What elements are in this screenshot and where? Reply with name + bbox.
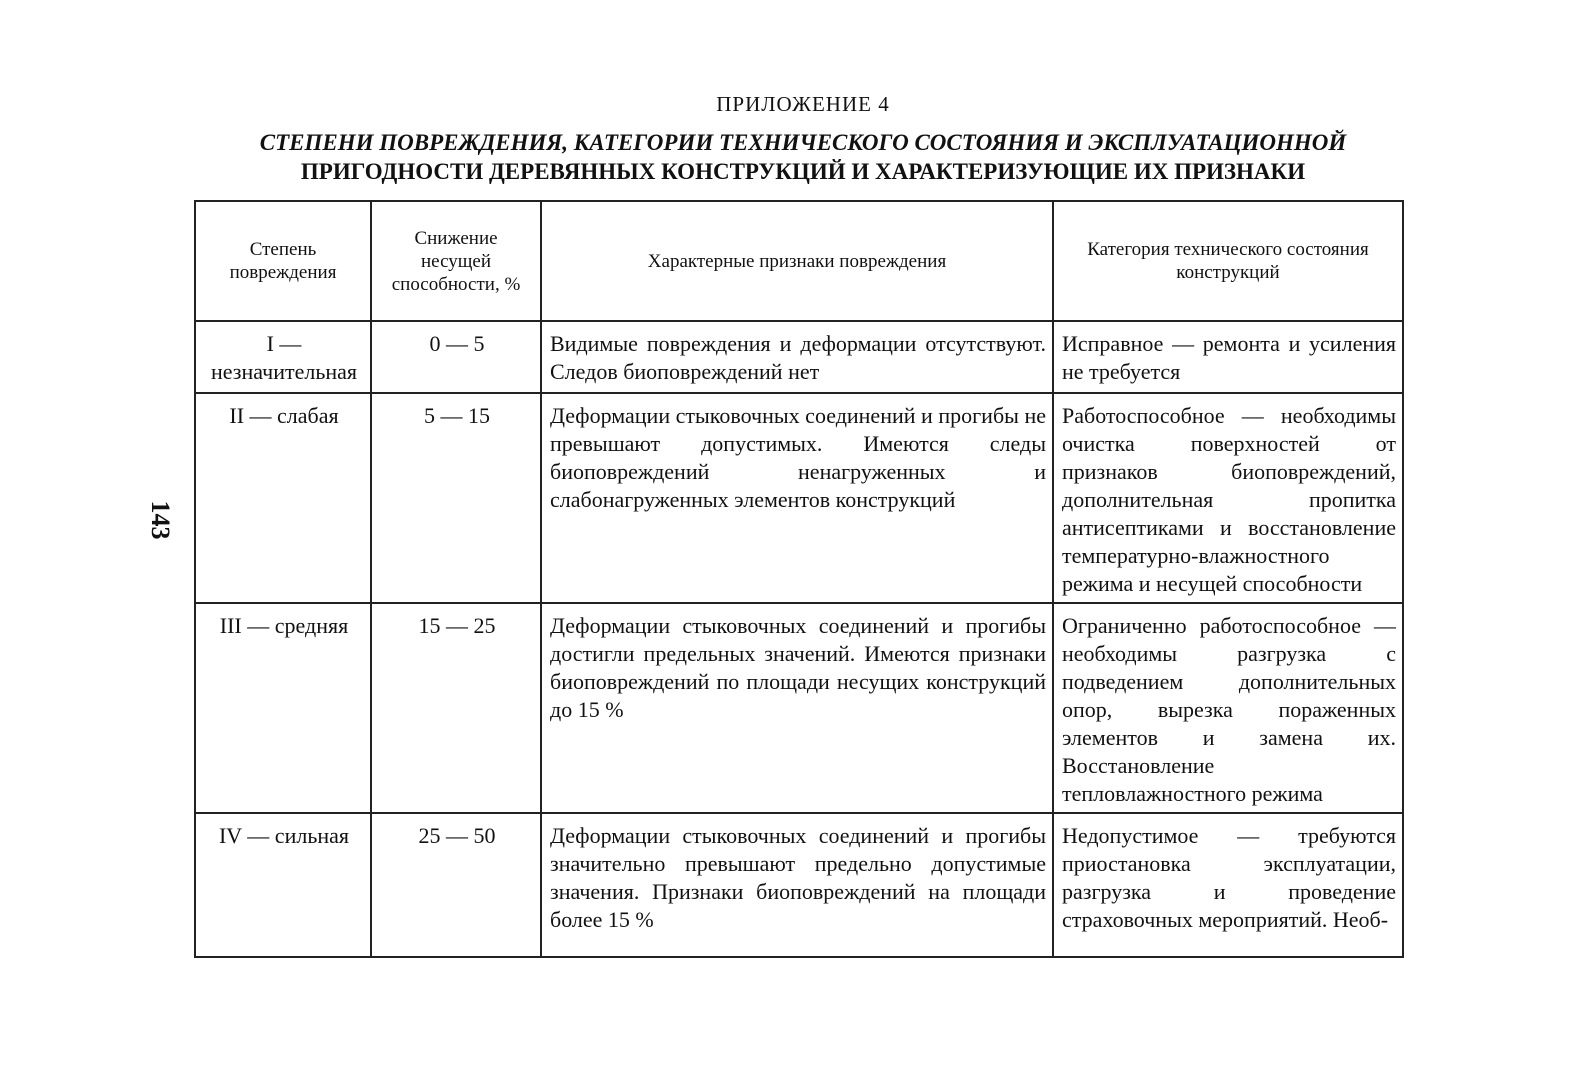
table-row [195,813,1403,957]
cell-degree: I — незначительная [195,321,371,393]
header-reduction: Снижение несущей способности, % [371,201,541,321]
appendix-label: ПРИЛОЖЕНИЕ 4 [716,92,890,116]
cell-degree: IV — сильная [195,813,371,957]
cell-signs: Деформации стыковочных соединений и прогибы не превышают допустимых. Имеются следы биоповреждений ненагруженных и слабонагруженных элементов конструкций [541,393,1053,603]
cell-reduction: 15 — 25 [371,603,541,813]
damage-table [194,200,1404,958]
cell-category: Работоспособное — необходимы очистка поверхностей от признаков биоповреждений, дополнительная пропитка антисептиками и восстановление температурно-влажностного режима и несущей способности [1053,393,1403,603]
cell-reduction: 25 — 50 [371,813,541,957]
cell-reduction: 5 — 15 [371,393,541,603]
cell-degree: II — слабая [195,393,371,603]
table-row [195,393,1403,603]
page-number: 143 [146,500,175,540]
cell-signs: Видимые повреждения и деформации отсутствуют. Следов биоповреждений нет [541,321,1053,393]
cell-category: Исправное — ремонта и усиления не требуется [1053,321,1403,393]
header-category: Категория технического состояния конструкций [1053,201,1403,321]
title-line-2: ПРИГОДНОСТИ ДЕРЕВЯННЫХ КОНСТРУКЦИЙ И ХАРАКТЕРИЗУЮЩИЕ ИХ ПРИЗНАКИ [300,159,1306,184]
table-row [195,603,1403,813]
cell-reduction: 0 — 5 [371,321,541,393]
cell-degree: III — средняя [195,603,371,813]
table-header-row [195,201,1403,321]
cell-signs: Деформации стыковочных соединений и прогибы значительно превышают предельно допустимые значения. Признаки биоповреждений на площади более 15 % [541,813,1053,957]
header-signs: Характерные признаки повреждения [541,201,1053,321]
title-line-1: СТЕПЕНИ ПОВРЕЖДЕНИЯ, КАТЕГОРИИ ТЕХНИЧЕСКОГО СОСТОЯНИЯ И ЭКСПЛУАТАЦИОННОЙ [259,130,1347,155]
document-title [200,128,1406,186]
cell-signs: Деформации стыковочных соединений и прогибы достигли предельных значений. Имеются признаки биоповреждений по площади несущих конструкций до 15 % [541,603,1053,813]
cell-category: Ограниченно работоспособное — необходимы разгрузка с подведением дополнительных опор, вырезка пораженных элементов и замена их. Восстановление тепловлажностного режима [1053,603,1403,813]
cell-category: Недопустимое — требуются приостановка эксплуатации, разгрузка и проведение страховочных мероприятий. Необ- [1053,813,1403,957]
table-row [195,321,1403,393]
header-degree: Степень повреждения [195,201,371,321]
